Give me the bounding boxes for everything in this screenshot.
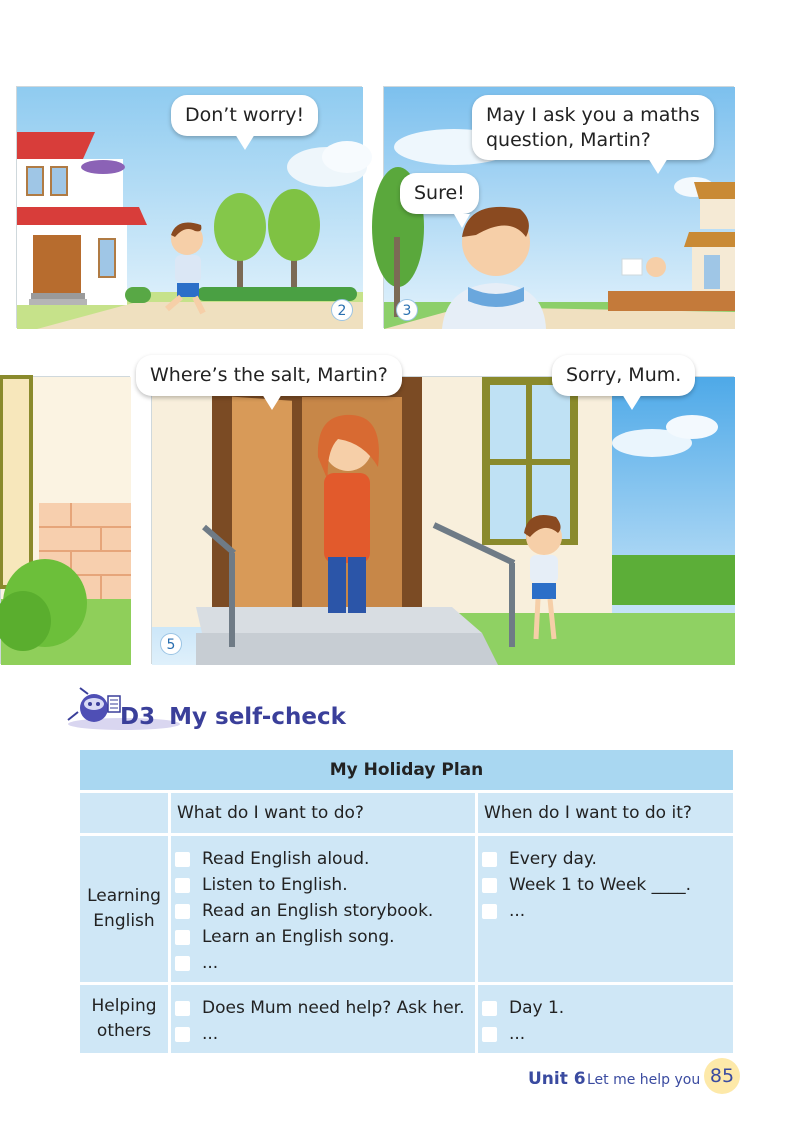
- plan-option[interactable]: [478, 898, 733, 924]
- bubble-text: Where’s the salt, Martin?: [150, 364, 388, 386]
- row-label-line: English: [93, 911, 155, 931]
- section-title: [120, 704, 346, 730]
- row-label-line: Helping: [91, 995, 157, 1016]
- speech-bubble-sorry-mum: [552, 355, 695, 396]
- speech-bubble-maths-question: [472, 95, 714, 160]
- checkbox[interactable]: [175, 1027, 190, 1042]
- footer-unit: Unit 6: [528, 1069, 586, 1089]
- checkbox[interactable]: [175, 904, 190, 919]
- panel-number: 5: [160, 633, 182, 655]
- section-title-text: My self-check: [169, 704, 346, 730]
- comic-panel-3: [383, 86, 734, 328]
- checkbox[interactable]: [482, 1027, 497, 1042]
- option-label: Week 1 to Week ____.: [509, 875, 692, 895]
- checkbox[interactable]: [482, 878, 497, 893]
- option-label: ...: [509, 901, 526, 921]
- option-label: Does Mum need help? Ask her.: [202, 998, 465, 1018]
- table-row: [80, 985, 733, 1053]
- bubble-text: Sure!: [414, 182, 465, 204]
- panel-number: 3: [396, 299, 418, 321]
- row-label-line: others: [96, 1021, 152, 1041]
- option-label: Read an English storybook.: [202, 901, 434, 921]
- holiday-plan-table: [77, 747, 736, 1056]
- plan-option[interactable]: [171, 950, 475, 976]
- checkbox[interactable]: [175, 1001, 190, 1016]
- what-cell: [171, 836, 475, 982]
- plan-option[interactable]: [478, 872, 733, 898]
- plan-option[interactable]: [171, 872, 475, 898]
- speech-bubble-wheres-the-salt: [136, 355, 402, 396]
- when-cell: [478, 985, 733, 1053]
- column-header-when: When do I want to do it?: [478, 793, 733, 833]
- checkbox[interactable]: [175, 930, 190, 945]
- speech-bubble-sure: [400, 173, 479, 214]
- page-number: 85: [704, 1058, 740, 1094]
- option-label: ...: [202, 1024, 219, 1044]
- table-row: [80, 836, 733, 982]
- option-label: Listen to English.: [202, 875, 348, 895]
- option-label: Day 1.: [509, 998, 565, 1018]
- checkbox[interactable]: [482, 852, 497, 867]
- when-cell: [478, 836, 733, 982]
- plan-option[interactable]: [171, 924, 475, 950]
- bubble-line-1: May I ask you a maths: [486, 104, 700, 126]
- row-label-helping-others: [80, 985, 168, 1053]
- section-code: D3: [120, 704, 156, 730]
- plan-option[interactable]: [478, 1021, 733, 1047]
- option-label: Learn an English song.: [202, 927, 395, 947]
- checkbox[interactable]: [175, 852, 190, 867]
- row-label-learning-english: [80, 836, 168, 982]
- column-header-what: What do I want to do?: [171, 793, 475, 833]
- table-title: My Holiday Plan: [80, 750, 733, 790]
- comic-panel-5: [150, 364, 734, 664]
- table-corner: [80, 793, 168, 833]
- option-label: ...: [202, 953, 219, 973]
- footer-unit-title: Let me help you: [587, 1072, 701, 1088]
- panel-number: 2: [331, 299, 353, 321]
- panel-4-illustration: [1, 377, 131, 665]
- checkbox[interactable]: [482, 904, 497, 919]
- plan-option[interactable]: [171, 1021, 475, 1047]
- option-label: Every day.: [509, 849, 597, 869]
- row-label-line: Learning: [87, 885, 161, 906]
- plan-option[interactable]: [171, 995, 475, 1021]
- comic-panel-4: [0, 376, 130, 664]
- speech-bubble-dont-worry: [171, 95, 318, 136]
- option-label: ...: [509, 1024, 526, 1044]
- plan-option[interactable]: [171, 898, 475, 924]
- bubble-text: Sorry, Mum.: [566, 364, 682, 386]
- plan-option[interactable]: [478, 846, 733, 872]
- option-label: Read English aloud.: [202, 849, 370, 869]
- bubble-line-2: question, Martin?: [486, 128, 651, 151]
- bubble-text: Don’t worry!: [185, 104, 305, 126]
- what-cell: [171, 985, 475, 1053]
- plan-option[interactable]: [478, 995, 733, 1021]
- plan-option[interactable]: [171, 846, 475, 872]
- checkbox[interactable]: [175, 956, 190, 971]
- comic-panel-2: [16, 86, 362, 328]
- checkbox[interactable]: [175, 878, 190, 893]
- checkbox[interactable]: [482, 1001, 497, 1016]
- panel-5-illustration: [152, 377, 735, 665]
